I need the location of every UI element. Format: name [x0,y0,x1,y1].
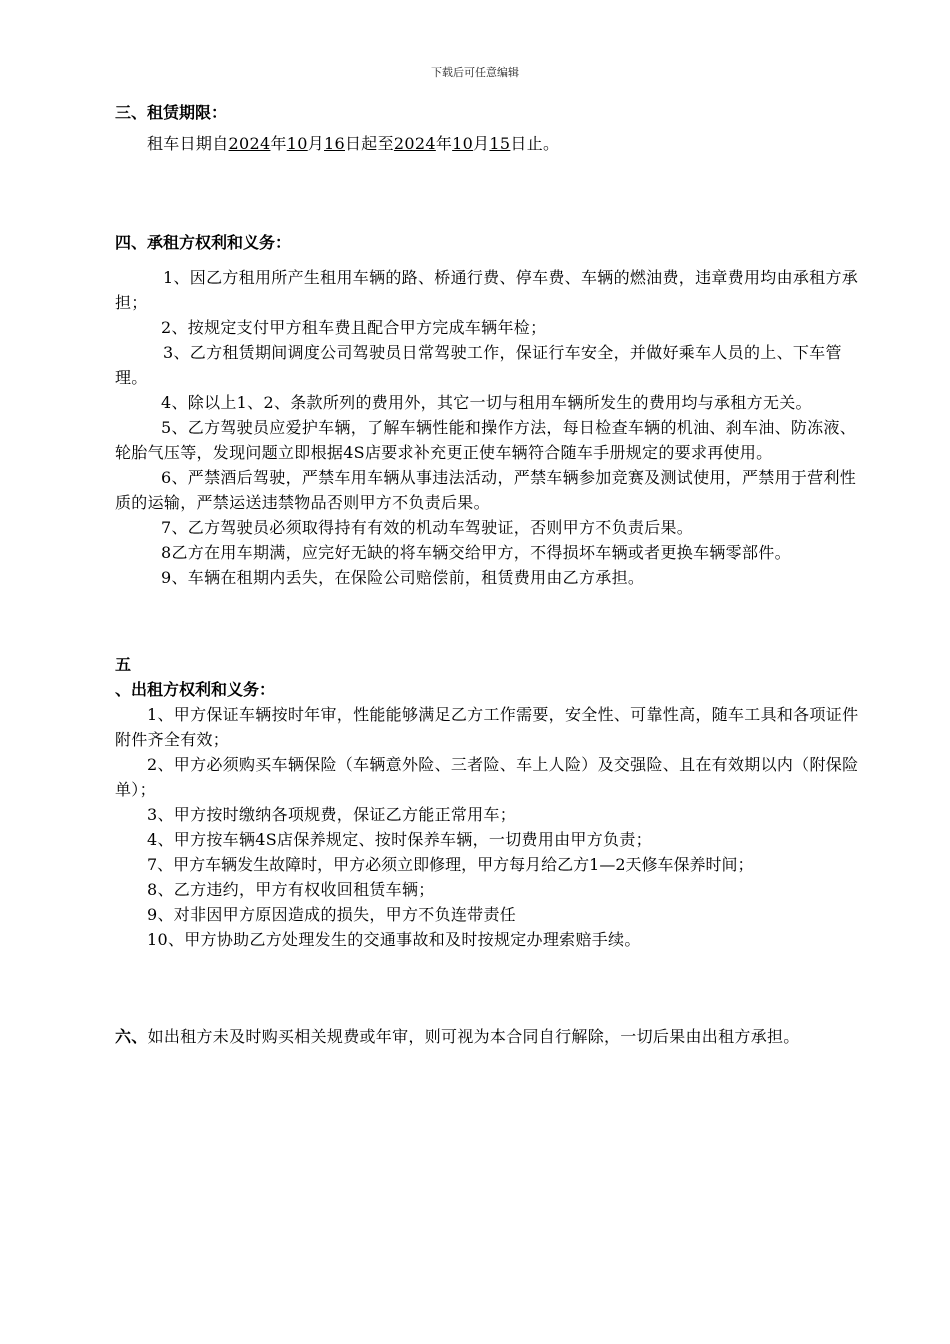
document-body [115,100,870,1049]
end-year: 2024 [393,134,436,153]
section-5-title-number: 五 [115,655,132,674]
list-item: 7、甲方车辆发生故障时，甲方必须立即修理，甲方每月给乙方1—2天修车保养时间； [147,855,754,874]
list-item: 8、乙方违约，甲方有权收回租赁车辆； [147,880,435,899]
period-suffix: 日止。 [510,134,560,153]
month-char: 月 [473,134,490,153]
list-item: 9、对非因甲方原因造成的损失，甲方不负连带责任 [147,905,517,924]
section-6-text: 如出租方未及时购买相关规费或年审，则可视为本合同自行解除，一切后果由出租方承担。 [147,1027,800,1046]
list-item: 5、乙方驾驶员应爱护车辆，了解车辆性能和操作方法，每日检查车辆的机油、刹车油、防冻液、轮胎气压等，发现问题立即根据4S店要求补充更正使车辆符合随车手册规定的要求再使用。 [115,418,857,462]
section-6-paragraph [115,1024,870,1049]
month-char: 月 [307,134,325,153]
end-month: 10 [452,134,474,153]
end-day: 15 [489,134,511,153]
list-item: 10、甲方协助乙方处理发生的交通事故和及时按规定办理索赔手续。 [147,930,641,949]
year-char: 年 [435,134,453,153]
start-month: 10 [286,134,308,153]
list-item: 4、除以上1、2、条款所列的费用外，其它一切与租用车辆所发生的费用均与承租方无关。 [161,393,812,412]
rental-period-line [115,131,870,156]
year-char: 年 [270,134,287,153]
list-item: 2、按规定支付甲方租车费且配合甲方完成车辆年检； [161,318,547,337]
list-item: 3、甲方按时缴纳各项规费，保证乙方能正常用车； [147,805,517,824]
list-item: 8乙方在用车期满，应完好无缺的将车辆交给甲方，不得损坏车辆或者更换车辆零部件。 [161,543,791,562]
section-6-title: 六、 [115,1027,148,1046]
section-3-title: 三、租赁期限： [115,103,228,122]
start-year: 2024 [228,134,271,153]
start-day: 16 [324,134,345,153]
list-item: 7、乙方驾驶员必须取得持有有效的机动车驾驶证，否则甲方不负责后果。 [161,518,694,537]
section-5-title: 、出租方权利和义务： [115,680,276,699]
list-item: 3、乙方租赁期间调度公司驾驶员日常驾驶工作，保证行车安全，并做好乘车人员的上、下车管理。 [115,343,842,387]
list-item: 4、甲方按车辆4S店保养规定、按时保养车辆，一切费用由甲方负责； [147,830,652,849]
section-4-title: 四、承租方权利和义务： [115,233,292,252]
list-item: 1、因乙方租用所产生租用车辆的路、桥通行费、停车费、车辆的燃油费，违章费用均由承租方承担； [115,268,859,312]
list-item: 2、甲方必须购买车辆保险（车辆意外险、三者险、车上人险）及交强险、且在有效期以内（附保险单）； [115,755,859,799]
page-header-note: 下载后可任意编辑 [431,66,519,79]
list-item: 6、严禁酒后驾驶，严禁车用车辆从事违法活动，严禁车辆参加竞赛及测试使用，严禁用于营利性质的运输，严禁运送违禁物品否则甲方不负责后果。 [115,468,857,512]
period-mid: 日起至 [345,134,394,153]
period-prefix: 租车日期自 [147,134,229,153]
list-item: 1、甲方保证车辆按时年审，性能能够满足乙方工作需要，安全性、可靠性高，随车工具和各项证件附件齐全有效； [115,705,859,749]
list-item: 9、车辆在租期内丢失，在保险公司赔偿前，租赁费用由乙方承担。 [161,568,645,587]
